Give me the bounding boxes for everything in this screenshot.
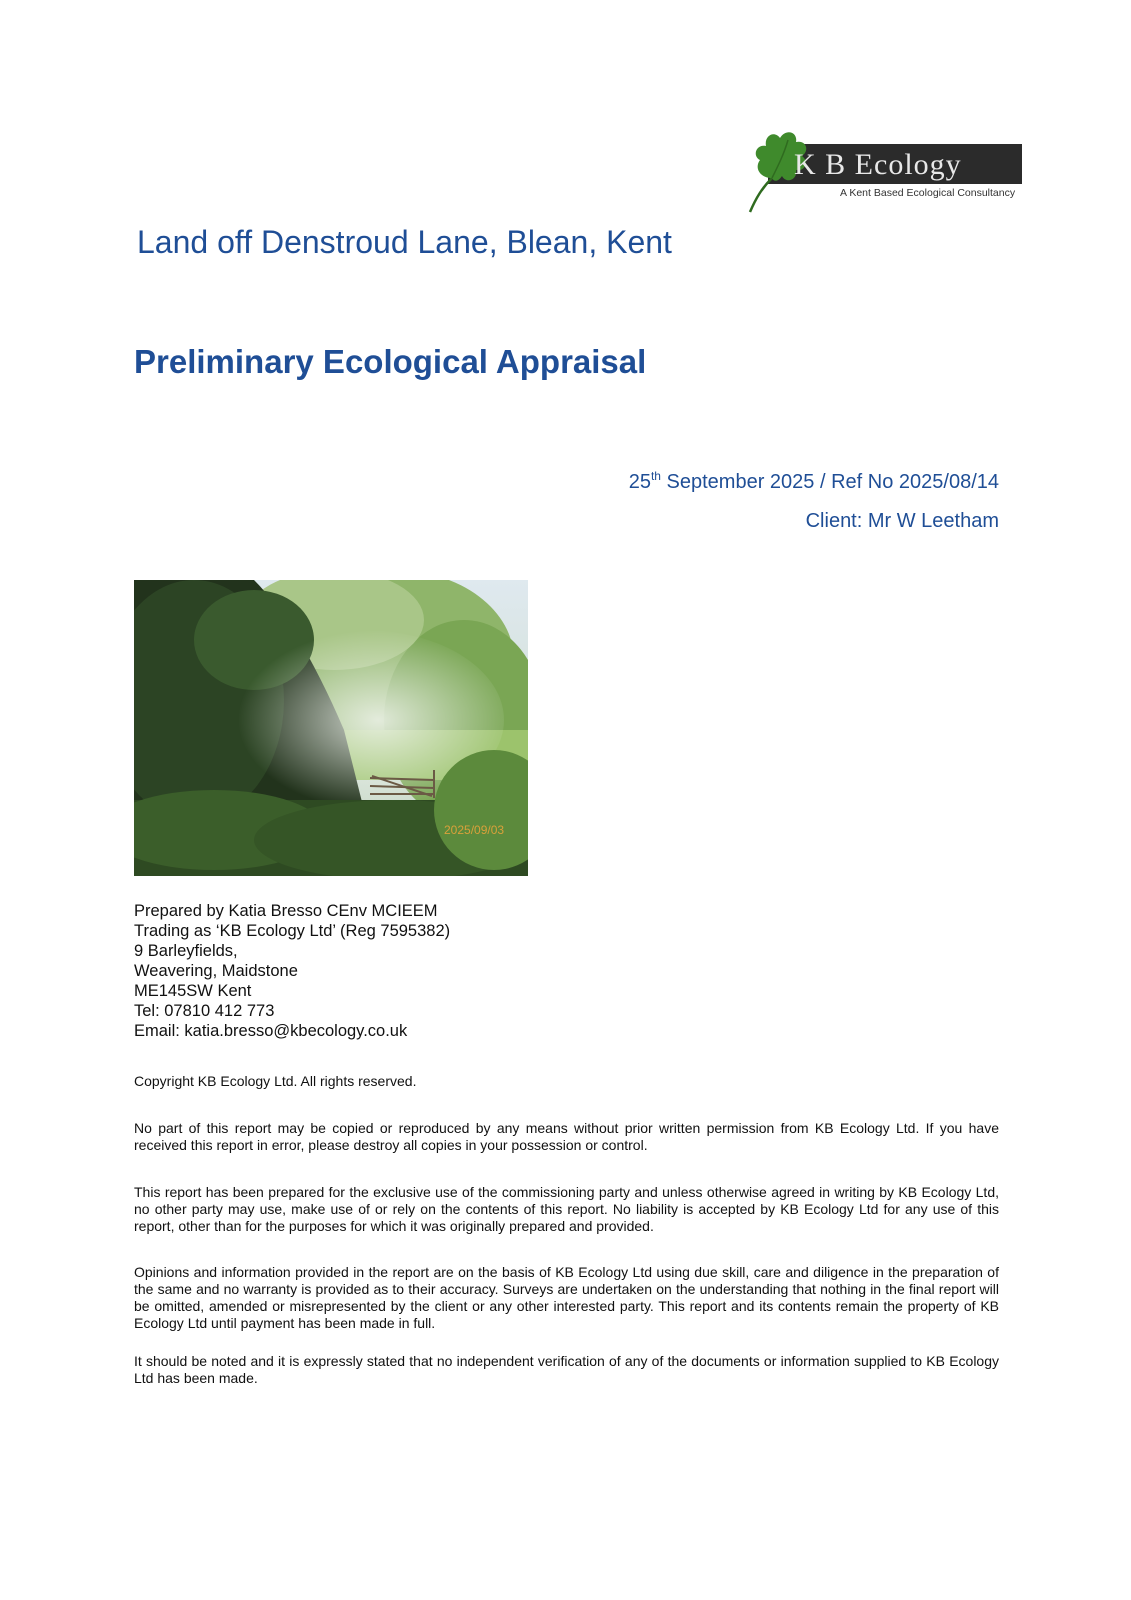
- logo-brand-text: K B Ecology: [794, 148, 962, 181]
- email: Email: katia.bresso@kbecology.co.uk: [134, 1022, 408, 1040]
- site-photo: [134, 580, 528, 876]
- legal-paragraph-verification: It should be noted and it is expressly stated that no independent verification of any of the documents or information supplied to KB Ecology Ltd has been made.: [134, 1353, 999, 1386]
- trading-as: Trading as ‘KB Ecology Ltd’ (Reg 7595382): [134, 922, 451, 940]
- author-address-block: [134, 901, 450, 1041]
- address-town: Weavering, Maidstone: [134, 962, 298, 980]
- prepared-by: Prepared by Katia Bresso CEnv MCIEEM: [134, 902, 438, 920]
- telephone: Tel: 07810 412 773: [134, 1002, 275, 1020]
- site-title: Land off Denstroud Lane, Blean, Kent: [137, 224, 672, 260]
- client-line: Client: Mr W Leetham: [805, 510, 999, 532]
- legal-paragraph-opinions: Opinions and information provided in the report are on the basis of KB Ecology Ltd using due skill, care and diligence in the preparation of the same and no warranty is provided as to their accuracy. Surveys are undertaken on the understanding that nothing in the final report will be omitted, amended or misrepresented by the client or any other interested party. This report and its contents remain the property of KB Ecology Ltd until payment has been made in full.: [134, 1264, 999, 1331]
- address-street: 9 Barleyfields,: [134, 942, 238, 960]
- address-postcode: ME145SW Kent: [134, 982, 252, 1000]
- photo-timestamp: 2025/09/03: [444, 823, 505, 837]
- copyright-notice: Copyright KB Ecology Ltd. All rights reserved.: [134, 1073, 417, 1089]
- report-title: Preliminary Ecological Appraisal: [134, 343, 647, 380]
- logo-tagline-text: A Kent Based Ecological Consultancy: [840, 187, 1016, 199]
- report-date-ref: 25th September 2025 / Ref No 2025/08/14: [628, 469, 999, 493]
- report-meta: [629, 463, 999, 541]
- legal-paragraph-reproduction: No part of this report may be copied or reproduced by any means without prior written permission from KB Ecology Ltd. If you have received this report in error, please destroy all copies in your possession or control.: [134, 1120, 999, 1153]
- legal-paragraph-exclusive-use: This report has been prepared for the exclusive use of the commissioning party and unless otherwise agreed in writing by KB Ecology Ltd, no other party may use, make use of or rely on the contents of this report. No liability is accepted by KB Ecology Ltd for any use of this report, other than for the purposes for which it was originally prepared and provided.: [134, 1184, 999, 1234]
- kb-ecology-logo: [742, 128, 1024, 214]
